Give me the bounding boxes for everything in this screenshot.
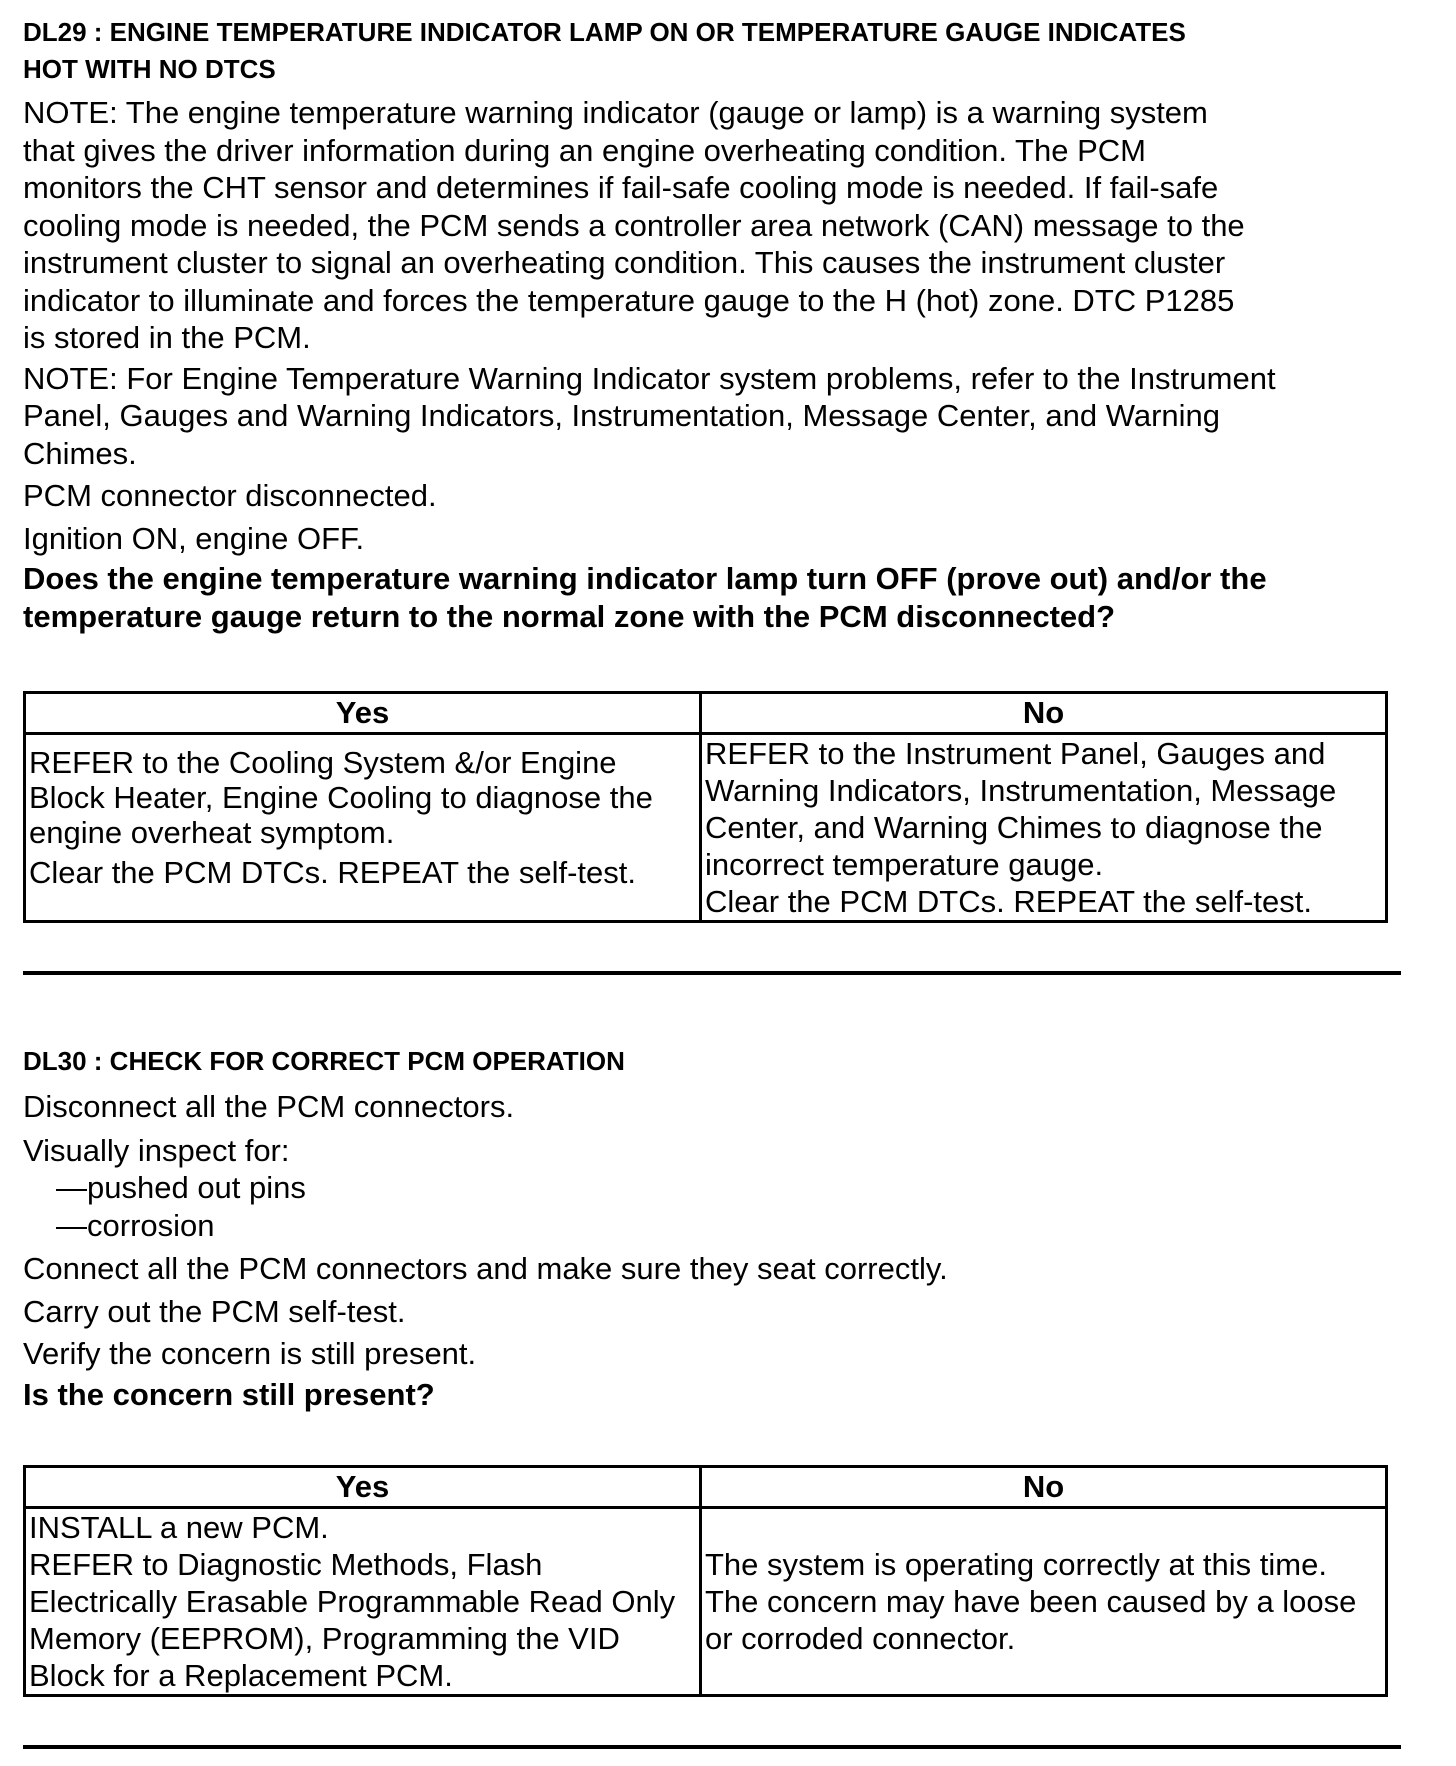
dl30-yes-header: Yes	[25, 1467, 701, 1508]
dl30-no-cell	[701, 1508, 1387, 1696]
dl29-no-cell	[701, 734, 1387, 922]
dl29-question: Does the engine temperature warning indicator lamp turn OFF (prove out) and/or the temperature gauge return to the normal zone with the PCM disconnected?	[23, 561, 1267, 634]
dl30-title: DL30 : CHECK FOR CORRECT PCM OPERATION	[23, 1046, 625, 1076]
section-divider	[23, 971, 1401, 975]
dl30-no-header: No	[701, 1467, 1387, 1508]
dl29-section	[23, 14, 1403, 975]
dl29-yes-cell	[25, 734, 701, 922]
dl29-no-text-2: Clear the PCM DTCs. REPEAT the self-test.	[705, 884, 1312, 919]
dl29-yes-text-1: REFER to the Cooling System &/or Engine Block Heater, Engine Cooling to diagnose the engine overheat symptom.	[29, 745, 653, 850]
dl29-note1: NOTE: The engine temperature warning indicator (gauge or lamp) is a warning system that gives the driver information during an engine overheating condition. The PCM monitors the CHT sensor and determines if fail-safe cooling mode is needed. If fail-safe cooling mode is needed, the PCM sends a controller area network (CAN) message to the instrument cluster to signal an overheating condition. This causes the instrument cluster indicator to illuminate and forces the temperature gauge to the H (hot) zone. DTC P1285 is stored in the PCM.	[23, 95, 1245, 355]
dl29-yes-text-2: Clear the PCM DTCs. REPEAT the self-test.	[29, 855, 636, 890]
dl30-step1: Disconnect all the PCM connectors.	[23, 1089, 515, 1124]
dl30-step2: Visually inspect for:	[23, 1132, 290, 1168]
dl29-step1: PCM connector disconnected.	[23, 478, 437, 513]
dl30-yes-text-1: INSTALL a new PCM.	[29, 1510, 329, 1545]
dl29-note2: NOTE: For Engine Temperature Warning Indicator system problems, refer to the Instrument Panel, Gauges and Warning Indicators, Instrumentation, Message Center, and Warning Chimes.	[23, 360, 1276, 471]
dl30-yes-cell	[25, 1508, 701, 1696]
dl29-yes-no-table	[23, 691, 1388, 923]
dl30-bullet2: —corrosion	[56, 1207, 215, 1243]
dl29-no-header: No	[701, 693, 1387, 734]
dl30-no-text-1: The system is operating correctly at this time. The concern may have been caused by a loose or corroded connector.	[705, 1547, 1357, 1656]
dl30-yes-text-2: REFER to Diagnostic Methods, Flash Electrically Erasable Programmable Read Only Memory (EEPROM), Programming the VID Block for a Replacement PCM.	[29, 1547, 676, 1693]
dl29-no-text-1: REFER to the Instrument Panel, Gauges and Warning Indicators, Instrumentation, Message Center, and Warning Chimes to diagnose the incorrect temperature gauge.	[705, 736, 1337, 882]
dl30-bullet1: —pushed out pins	[56, 1170, 306, 1205]
section-divider-bottom	[23, 1745, 1401, 1749]
dl29-yes-header: Yes	[25, 693, 701, 734]
dl30-question: Is the concern still present?	[23, 1376, 435, 1412]
dl29-title: DL29 : ENGINE TEMPERATURE INDICATOR LAMP ON OR TEMPERATURE GAUGE INDICATES HOT WITH NO DTCS	[23, 17, 1186, 84]
dl29-step2: Ignition ON, engine OFF.	[23, 520, 365, 556]
dl30-step4: Carry out the PCM self-test.	[23, 1293, 406, 1329]
dl30-section	[23, 1043, 1403, 1749]
dl30-step3: Connect all the PCM connectors and make sure they seat correctly.	[23, 1251, 948, 1286]
dl30-step5: Verify the concern is still present.	[23, 1336, 477, 1371]
document-page	[23, 14, 1403, 1749]
dl30-yes-no-table	[23, 1465, 1388, 1697]
